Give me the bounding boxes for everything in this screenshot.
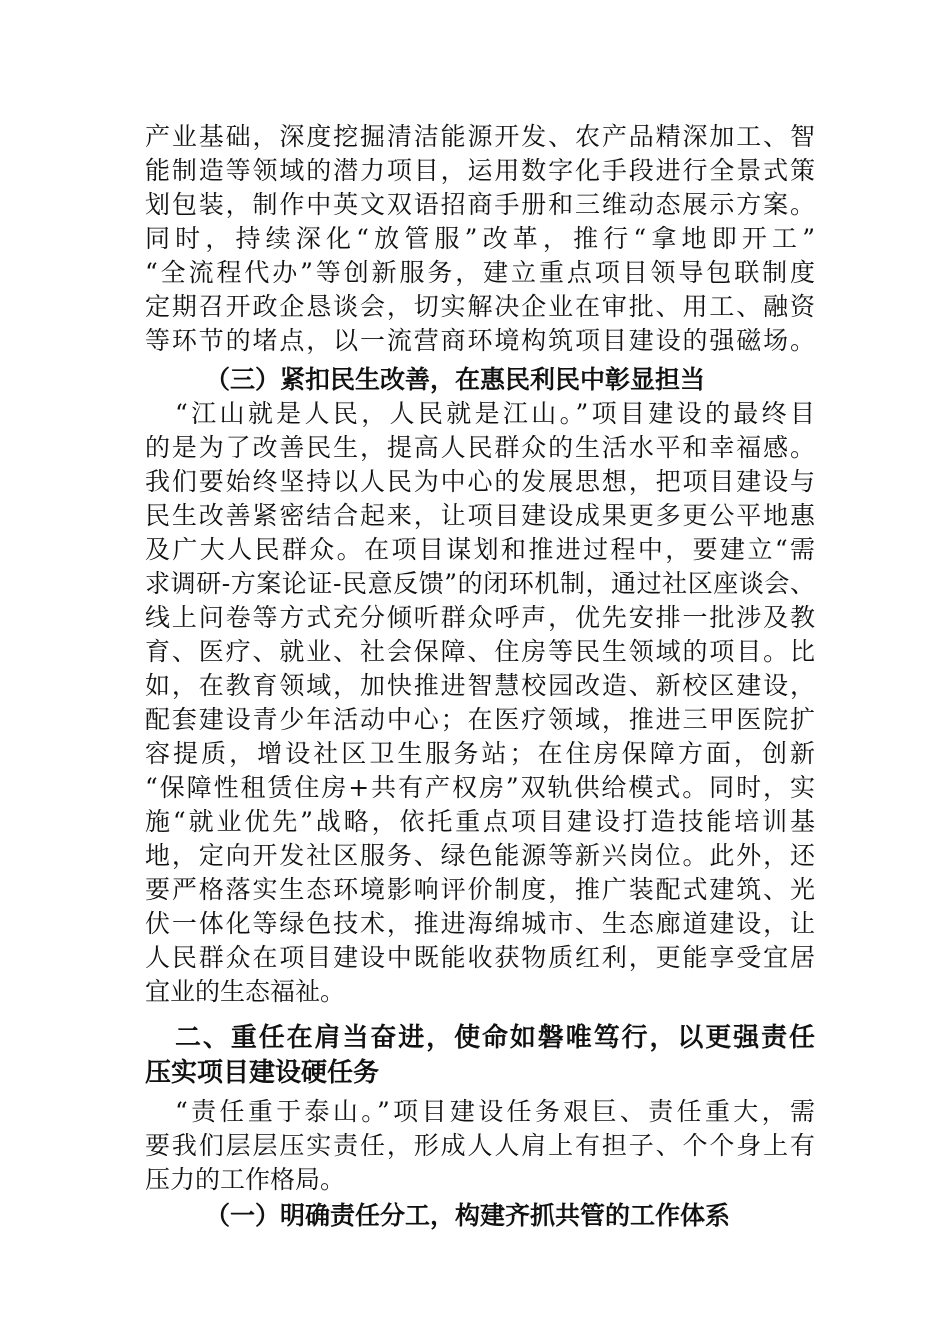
section-heading: （三）紧扣民生改善，在惠民利民中彰显担当 — [205, 365, 706, 394]
chapter-heading: 压实项目建设硬任务 — [145, 1058, 380, 1088]
paragraph-line: 线上问卷等方式充分倾听群众呼声，优先安排一批涉及教 — [145, 603, 815, 632]
paragraph-line: 定期召开政企恳谈会，切实解决企业在审批、用工、融资 — [145, 292, 815, 321]
paragraph-line: 要我们层层压实责任，形成人人肩上有担子、个个身上有 — [145, 1131, 815, 1160]
paragraph-line: 压力的工作格局。 — [145, 1165, 346, 1194]
chapter-heading: 二、重任在肩当奋进，使命如磐唯笃行，以更强责任 — [175, 1023, 815, 1053]
paragraph-line: 等环节的堵点，以一流营商环境构筑项目建设的强磁场。 — [145, 326, 815, 355]
paragraph-line: 配套建设青少年活动中心；在医疗领域，推进三甲医院扩 — [145, 705, 815, 734]
paragraph-line: 人民群众在项目建设中既能收获物质红利，更能享受宜居 — [145, 943, 815, 972]
paragraph-line: 施“就业优先”战略，依托重点项目建设打造技能培训基 — [145, 807, 815, 836]
paragraph-line: 育、医疗、就业、社会保障、住房等民生领域的项目。比 — [145, 637, 815, 666]
section-heading: （一）明确责任分工，构建齐抓共管的工作体系 — [205, 1201, 731, 1230]
paragraph-line: 的是为了改善民生，提高人民群众的生活水平和幸福感。 — [145, 433, 815, 462]
paragraph-line: 产业基础，深度挖掘清洁能源开发、农产品精深加工、智 — [145, 122, 815, 151]
paragraph-line: 及广大人民群众。在项目谋划和推进过程中，要建立“需 — [145, 535, 815, 564]
paragraph-line: “江山就是人民，人民就是江山。”项目建设的最终目 — [175, 399, 815, 428]
paragraph-line: 伏一体化等绿色技术，推进海绵城市、生态廊道建设，让 — [145, 909, 815, 938]
paragraph-line: “保障性租赁住房+共有产权房”双轨供给模式。同时，实 — [145, 773, 815, 802]
paragraph-line: 求调研-方案论证-民意反馈”的闭环机制，通过社区座谈会、 — [145, 569, 815, 598]
paragraph-line: 要严格落实生态环境影响评价制度，推广装配式建筑、光 — [145, 875, 815, 904]
paragraph-line: 如，在教育领域，加快推进智慧校园改造、新校区建设， — [145, 671, 815, 700]
paragraph-line: 地，定向开发社区服务、绿色能源等新兴岗位。此外，还 — [145, 841, 815, 870]
paragraph-line: “全流程代办”等创新服务，建立重点项目领导包联制度 — [145, 258, 815, 287]
paragraph-line: 我们要始终坚持以人民为中心的发展思想，把项目建设与 — [145, 467, 815, 496]
paragraph-line: “责任重于泰山。”项目建设任务艰巨、责任重大，需 — [175, 1097, 815, 1126]
paragraph-line: 划包装，制作中英文双语招商手册和三维动态展示方案。 — [145, 190, 815, 219]
paragraph-line: 宜业的生态福祉。 — [145, 977, 346, 1006]
paragraph-line: 同时，持续深化“放管服”改革，推行“拿地即开工” — [145, 224, 815, 253]
paragraph-line: 民生改善紧密结合起来，让项目建设成果更多更公平地惠 — [145, 501, 815, 530]
paragraph-line: 容提质，增设社区卫生服务站；在住房保障方面，创新 — [145, 739, 815, 768]
paragraph-line: 能制造等领域的潜力项目，运用数字化手段进行全景式策 — [145, 156, 815, 185]
